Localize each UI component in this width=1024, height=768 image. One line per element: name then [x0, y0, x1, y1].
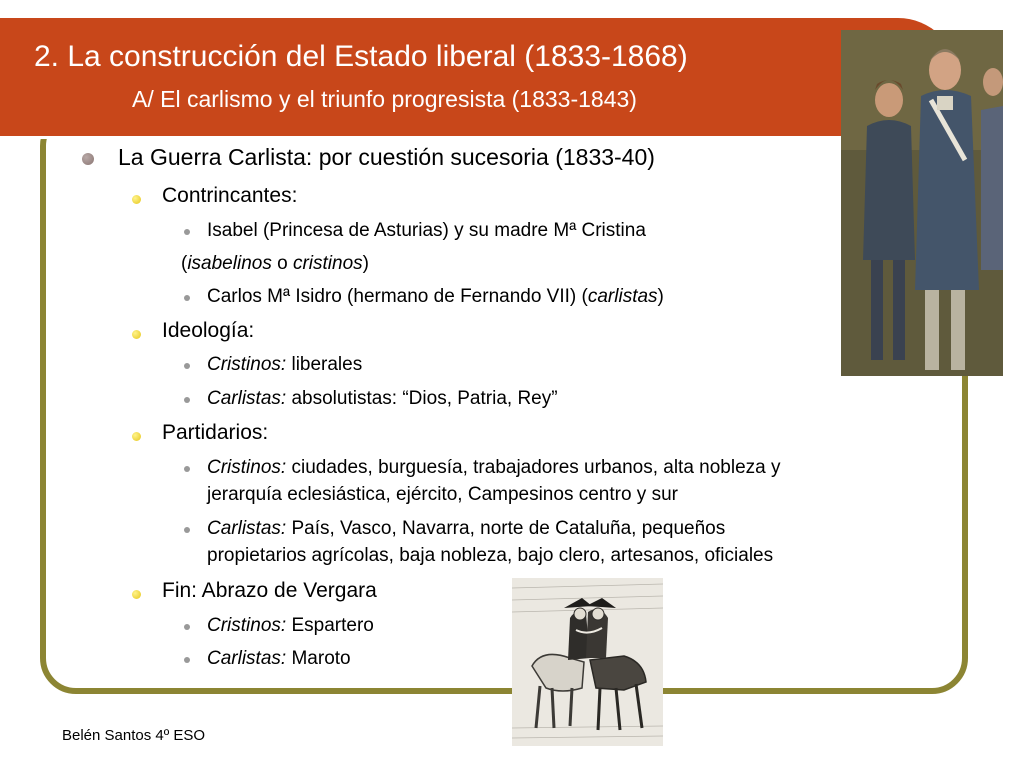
bullet-level3 [184, 229, 190, 235]
bullet-level2 [132, 330, 141, 339]
footer-author: Belén Santos 4º ESO [62, 727, 206, 744]
slide-title: 2. La construcción del Estado liberal (1833-1868) [34, 40, 688, 73]
label-carlistas: Carlistas: [207, 518, 287, 539]
text-carlistas: carlistas [587, 286, 658, 307]
label-carlistas: Carlistas: [207, 648, 287, 669]
item-partidarios-carlistas [207, 518, 725, 540]
bullet-contrincantes: Contrincantes: [162, 184, 298, 207]
text-carlos: Carlos Mª Isidro (hermano de Fernando VII) ( [207, 286, 588, 307]
label-cristinos: Cristinos: [207, 615, 287, 636]
bullet-level3 [184, 363, 190, 369]
item-fin-cristinos [207, 615, 374, 637]
bullet-fin: Fin: Abrazo de Vergara [162, 579, 377, 602]
value-carlistas: Maroto [286, 648, 351, 669]
bullet-level3 [184, 624, 190, 630]
item-isabel: Isabel (Princesa de Asturias) y su madre Mª Cristina [207, 220, 646, 241]
bullet-level3 [184, 657, 190, 663]
bullet-level3 [184, 397, 190, 403]
item-carlos [207, 286, 664, 308]
item-isabel-continuation [181, 253, 369, 275]
bullet-ideologia: Ideología: [162, 319, 255, 342]
text-isabelinos: isabelinos [187, 253, 272, 274]
bullet-partidarios: Partidarios: [162, 421, 269, 444]
value-cristinos-line1: ciudades, burguesía, trabajadores urbanos, alta nobleza y [286, 457, 781, 478]
label-cristinos: Cristinos: [207, 354, 287, 375]
value-carlistas-line1: País, Vasco, Navarra, norte de Cataluña, pequeños [286, 518, 726, 539]
bullet-level2 [132, 195, 141, 204]
label-carlistas: Carlistas: [207, 388, 287, 409]
bullet-level1 [82, 153, 94, 165]
value-carlistas: absolutistas: “Dios, Patria, Rey” [286, 388, 558, 409]
bullet-level2 [132, 590, 141, 599]
value-cristinos: liberales [286, 354, 363, 375]
label-cristinos: Cristinos: [207, 457, 287, 478]
slide-subtitle: A/ El carlismo y el triunfo progresista (1833-1843) [132, 86, 637, 112]
value-cristinos: Espartero [286, 615, 374, 636]
text-close-paren: ) [657, 286, 664, 307]
text-o: o [271, 253, 293, 274]
item-partidarios-carlistas-line2: propietarios agrícolas, baja nobleza, bajo clero, artesanos, oficiales [207, 545, 774, 566]
item-partidarios-cristinos-line2: jerarquía eclesiástica, ejército, Campesinos centro y sur [207, 484, 678, 505]
item-ideologia-carlistas [207, 388, 558, 410]
item-fin-carlistas [207, 648, 351, 670]
bullet-guerra-carlista: La Guerra Carlista: por cuestión sucesoria (1833-40) [118, 144, 655, 170]
item-partidarios-cristinos [207, 457, 781, 479]
text-cristinos: cristinos [292, 253, 363, 274]
bullet-level2 [132, 432, 141, 441]
bullet-level3 [184, 466, 190, 472]
text-close-paren: ) [362, 253, 369, 274]
bullet-level3 [184, 527, 190, 533]
bullet-level3 [184, 295, 190, 301]
item-ideologia-cristinos [207, 354, 362, 376]
text-open-paren: ( [181, 253, 188, 274]
